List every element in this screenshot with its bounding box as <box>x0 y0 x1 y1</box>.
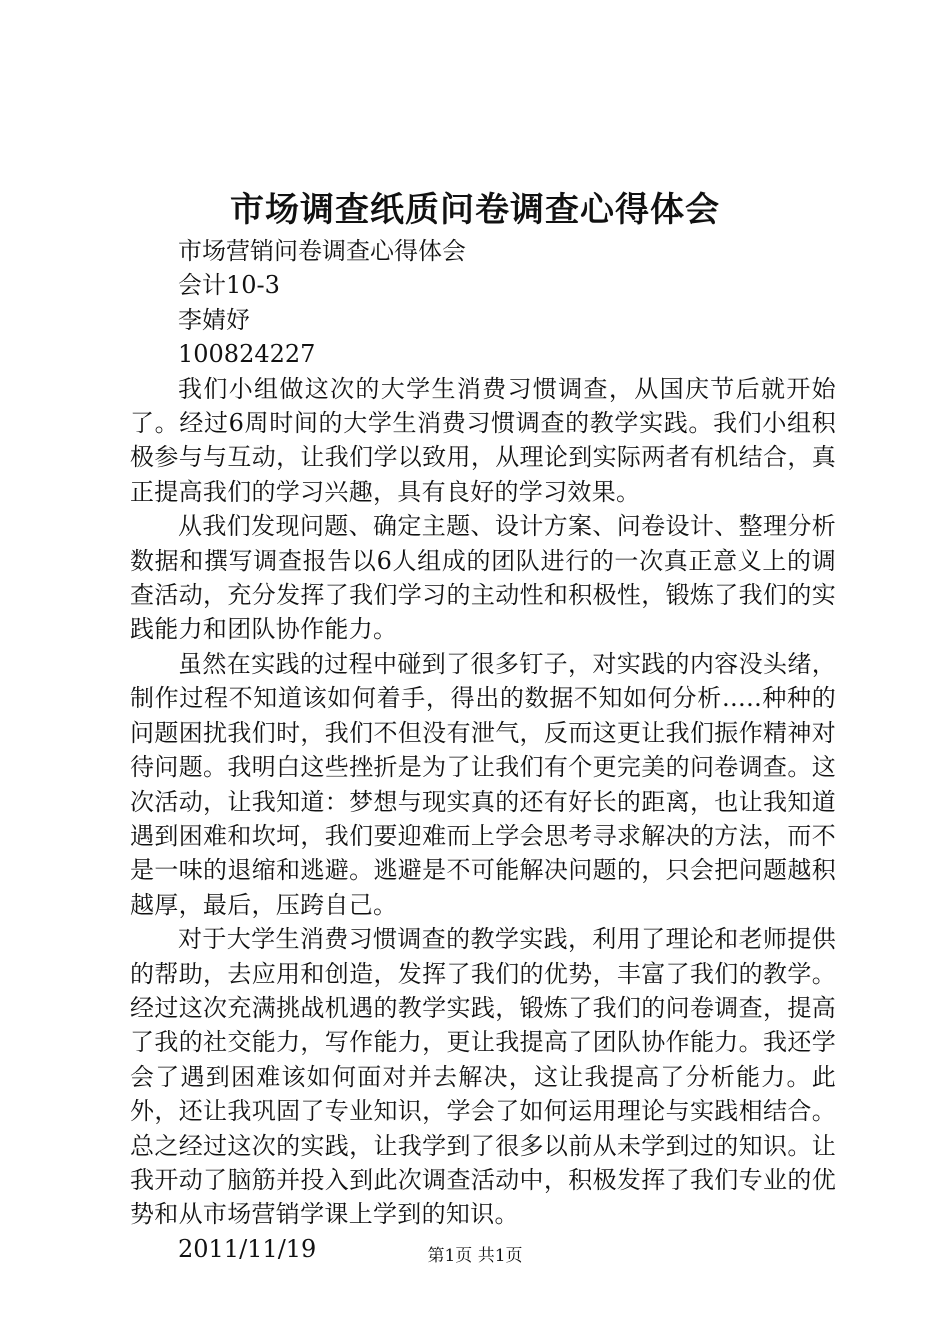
page-footer: 第1页 共1页 <box>427 1246 523 1266</box>
document-body <box>130 234 836 1266</box>
paragraph-3: 虽然在实践的过程中碰到了很多钉子，对实践的内容没头绪，制作过程不知道该如何着手，得出的数据不知如何分析…..种种的问题困扰我们时，我们不但没有泄气，反而这更让我们振作精神对待问题。我明白这些挫折是为了让我们有个更完美的问卷调查。这次活动，让我知道：梦想与现实真的还有好长的距离，也让我知道遇到困难和坎坷，我们要迎难而上学会思考寻求解决的方法，而不是一味的退缩和逃避。逃避是不可能解决问题的，只会把问题越积越厚，最后，压跨自己。 <box>130 649 836 919</box>
date-line: 2011/11/19 <box>178 1234 317 1263</box>
student-id-line: 100824227 <box>178 340 316 369</box>
subtitle-line: 市场营销问卷调查心得体会 <box>178 237 466 265</box>
paragraph-1: 我们小组做这次的大学生消费习惯调查，从国庆节后就开始了。经过6周时间的大学生消费习惯调查的教学实践。我们小组积极参与与互动，让我们学以致用，从理论到实际两者有机结合，真正提高我们的学习兴趣，具有良好的学习效果。 <box>130 374 836 506</box>
class-line: 会计10-3 <box>178 271 280 300</box>
author-line: 李婧妤 <box>178 305 250 334</box>
paragraph-4: 对于大学生消费习惯调查的教学实践，利用了理论和老师提供的帮助，去应用和创造，发挥了我们的优势，丰富了我们的教学。经过这次充满挑战机遇的教学实践，锻炼了我们的问卷调查，提高了我的社交能力，写作能力，更让我提高了团队协作能力。我还学会了遇到困难该如何面对并去解决，这让我提高了分析能力。此外，还让我巩固了专业知识，学会了如何运用理论与实践相结合。总之经过这次的实践，让我学到了很多以前从未学到过的知识。让我开动了脑筋并投入到此次调查活动中，积极发挥了我们专业的优势和从市场营销学课上学到的知识。 <box>130 925 836 1229</box>
paragraph-2: 从我们发现问题、确定主题、设计方案、问卷设计、整理分析数据和撰写调查报告以6人组成的团队进行的一次真正意义上的调查活动，充分发挥了我们学习的主动性和积极性，锻炼了我们的实践能力和团队协作能力。 <box>130 512 836 644</box>
document-title: 市场调查纸质问卷调查心得体会 <box>230 190 720 230</box>
